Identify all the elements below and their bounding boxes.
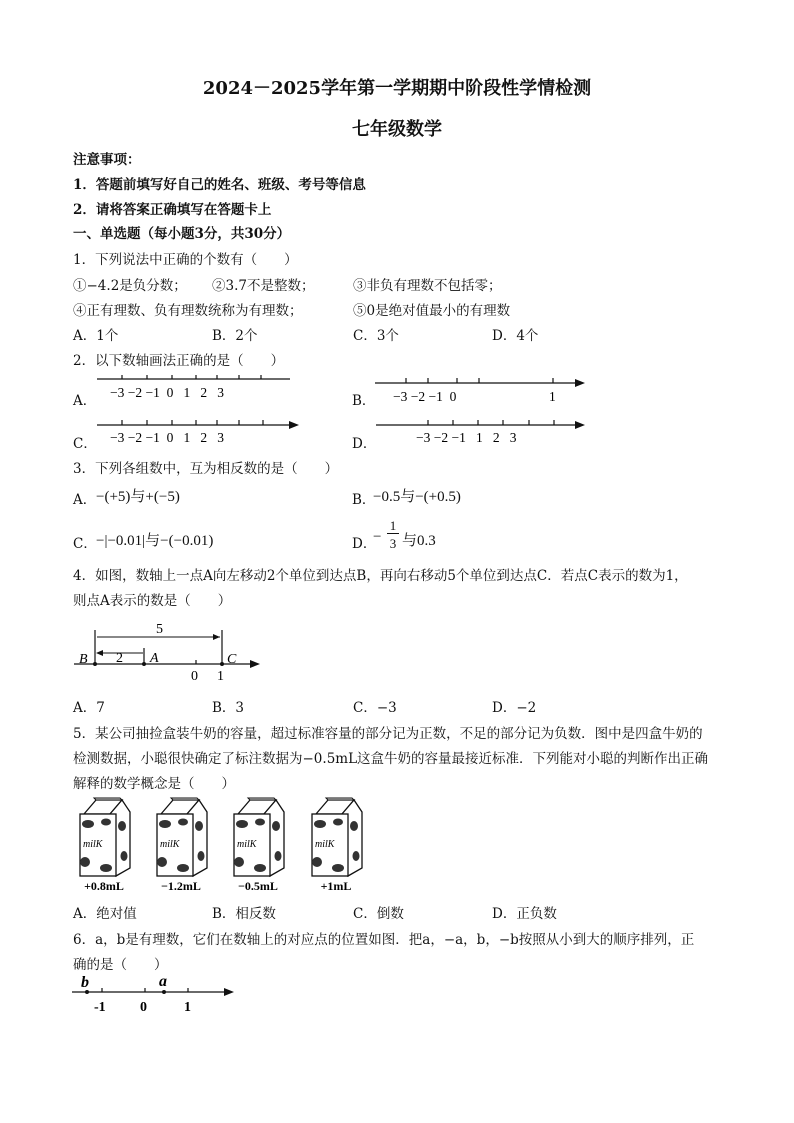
milk-carton-label: −0.5mL bbox=[238, 879, 278, 893]
q1-option-c: C．3个 bbox=[353, 328, 399, 344]
q2-option-d-label: D． bbox=[352, 436, 377, 452]
milk-carton-3 bbox=[230, 796, 290, 896]
q3-option-c-expr: −|−0.01|与−(−0.01) bbox=[96, 533, 214, 549]
q4-label-c: C bbox=[227, 652, 237, 667]
q1-stem: 1．下列说法中正确的个数有（ ） bbox=[73, 252, 298, 268]
q4-label-a: A bbox=[150, 651, 159, 666]
q5-line-2: 检测数据，小聪很快确定了标注数据为−0.5mL这盒牛奶的容量最接近标准．下列能对小聪的判断作出正确 bbox=[73, 751, 709, 767]
q6-label-a: a bbox=[159, 973, 167, 990]
q2-axis-b bbox=[373, 373, 588, 407]
q5-line-1: 5．某公司抽捡盒装牛奶的容量，超过标准容量的部分记为正数，不足的部分记为负数．图中是四盒牛奶的 bbox=[73, 726, 703, 742]
q4-line-2: 则点A表示的数是（ ） bbox=[73, 593, 232, 609]
q2-option-a-label: A． bbox=[73, 393, 97, 409]
q2-axis-c-labels: −3 −2 −1 0 1 2 3 bbox=[110, 430, 224, 445]
q3-option-d-numerator: 1 bbox=[387, 518, 399, 534]
q5-option-b: B．相反数 bbox=[212, 906, 276, 922]
q1-option-a: A．1个 bbox=[73, 328, 119, 344]
q4-option-d: D．−2 bbox=[492, 700, 537, 716]
q4-label-1: 1 bbox=[217, 669, 224, 684]
milk-carton-2 bbox=[153, 796, 213, 896]
q4-label-0: 0 bbox=[191, 669, 198, 684]
q4-label-b: B bbox=[79, 652, 88, 667]
q2-option-b-label: B． bbox=[352, 393, 376, 409]
q2-axis-a bbox=[95, 372, 295, 406]
q2-axis-d bbox=[374, 417, 589, 449]
q1-statement-5: ⑤0是绝对值最小的有理数 bbox=[353, 303, 511, 319]
q3-option-d-rest: 与0.3 bbox=[402, 533, 436, 549]
q6-label-b: b bbox=[81, 974, 89, 991]
q5-line-3: 解释的数学概念是（ ） bbox=[73, 776, 235, 792]
q1-option-d: D．4个 bbox=[492, 328, 539, 344]
q5-option-a: A．绝对值 bbox=[73, 906, 137, 922]
page-subtitle: 七年级数学 bbox=[352, 119, 442, 140]
milk-carton-label: −1.2mL bbox=[161, 879, 201, 893]
q4-option-c: C．−3 bbox=[353, 700, 397, 716]
notes-item-2: 2．请将答案正确填写在答题卡上 bbox=[73, 202, 272, 218]
notes-item-1: 1．答题前填写好自己的姓名、班级、考号等信息 bbox=[73, 177, 366, 193]
q6-label-1: 1 bbox=[184, 1000, 191, 1015]
q6-line-1: 6．a，b是有理数，它们在数轴上的对应点的位置如图．把a，−a，b，−b按照从小到大的顺序排列，正 bbox=[73, 932, 695, 948]
q2-axis-d-labels: −3 −2 −1 1 2 3 bbox=[416, 430, 517, 445]
q4-label-5: 5 bbox=[156, 622, 163, 637]
q3-option-b-label: B． bbox=[352, 492, 376, 508]
q4-figure bbox=[74, 618, 264, 684]
q2-option-c-label: C． bbox=[73, 436, 97, 452]
q3-option-d-label: D． bbox=[352, 536, 377, 552]
q1-statement-3: ③非负有理数不包括零； bbox=[353, 278, 502, 294]
q2-stem: 2．以下数轴画法正确的是（ ） bbox=[73, 353, 285, 369]
q3-option-a-label: A． bbox=[73, 492, 97, 508]
q6-figure bbox=[72, 970, 242, 1016]
q1-option-b: B．2个 bbox=[212, 328, 258, 344]
q2-axis-a-labels: −3 −2 −1 0 1 2 3 bbox=[110, 385, 224, 400]
q4-option-a: A．7 bbox=[73, 700, 105, 716]
q1-statement-1: ①−4.2是负分数； bbox=[73, 278, 187, 294]
q3-option-d-minus: − bbox=[373, 529, 382, 545]
q3-option-c-label: C． bbox=[73, 536, 97, 552]
q2-axis-c bbox=[95, 417, 305, 449]
q5-option-d: D．正负数 bbox=[492, 906, 557, 922]
q1-statement-4: ④正有理数、负有理数统称为有理数； bbox=[73, 303, 303, 319]
page-title: 2024－2025学年第一学期期中阶段性学情检测 bbox=[202, 78, 592, 99]
q3-option-a-expr: −(+5)与+(−5) bbox=[96, 489, 180, 505]
q4-line-1: 4．如图，数轴上一点A向左移动2个单位到达点B，再向右移动5个单位到达点C．若点C表示的数为1， bbox=[73, 568, 688, 584]
q3-option-d-denominator: 3 bbox=[389, 536, 397, 551]
q4-label-2: 2 bbox=[116, 651, 123, 666]
q1-statement-2: ②3.7不是整数； bbox=[212, 278, 315, 294]
q5-option-c: C．倒数 bbox=[353, 906, 404, 922]
milk-carton-label: +0.8mL bbox=[84, 879, 124, 893]
q3-option-b-expr: −0.5与−(+0.5) bbox=[373, 489, 461, 505]
section-heading: 一、单选题（每小题3分，共30分） bbox=[73, 226, 291, 242]
q6-label-minus1: -1 bbox=[94, 1000, 106, 1015]
milk-carton-text: milK bbox=[315, 839, 335, 850]
q2-axis-b-one: 1 bbox=[549, 389, 556, 404]
milk-carton-text: milK bbox=[160, 839, 180, 850]
q6-line-2: 确的是（ ） bbox=[73, 957, 168, 973]
milk-carton-text: milK bbox=[83, 839, 103, 850]
milk-carton-4 bbox=[308, 796, 368, 896]
q2-axis-b-labels: −3 −2 −1 0 bbox=[393, 389, 457, 404]
milk-carton-text: milK bbox=[237, 839, 257, 850]
notes-heading: 注意事项： bbox=[73, 152, 141, 168]
milk-carton-label: +1mL bbox=[320, 879, 352, 893]
q6-label-0: 0 bbox=[140, 1000, 147, 1015]
milk-carton-1 bbox=[76, 796, 136, 896]
q4-option-b: B．3 bbox=[212, 700, 245, 716]
q3-stem: 3．下列各组数中，互为相反数的是（ ） bbox=[73, 461, 339, 477]
